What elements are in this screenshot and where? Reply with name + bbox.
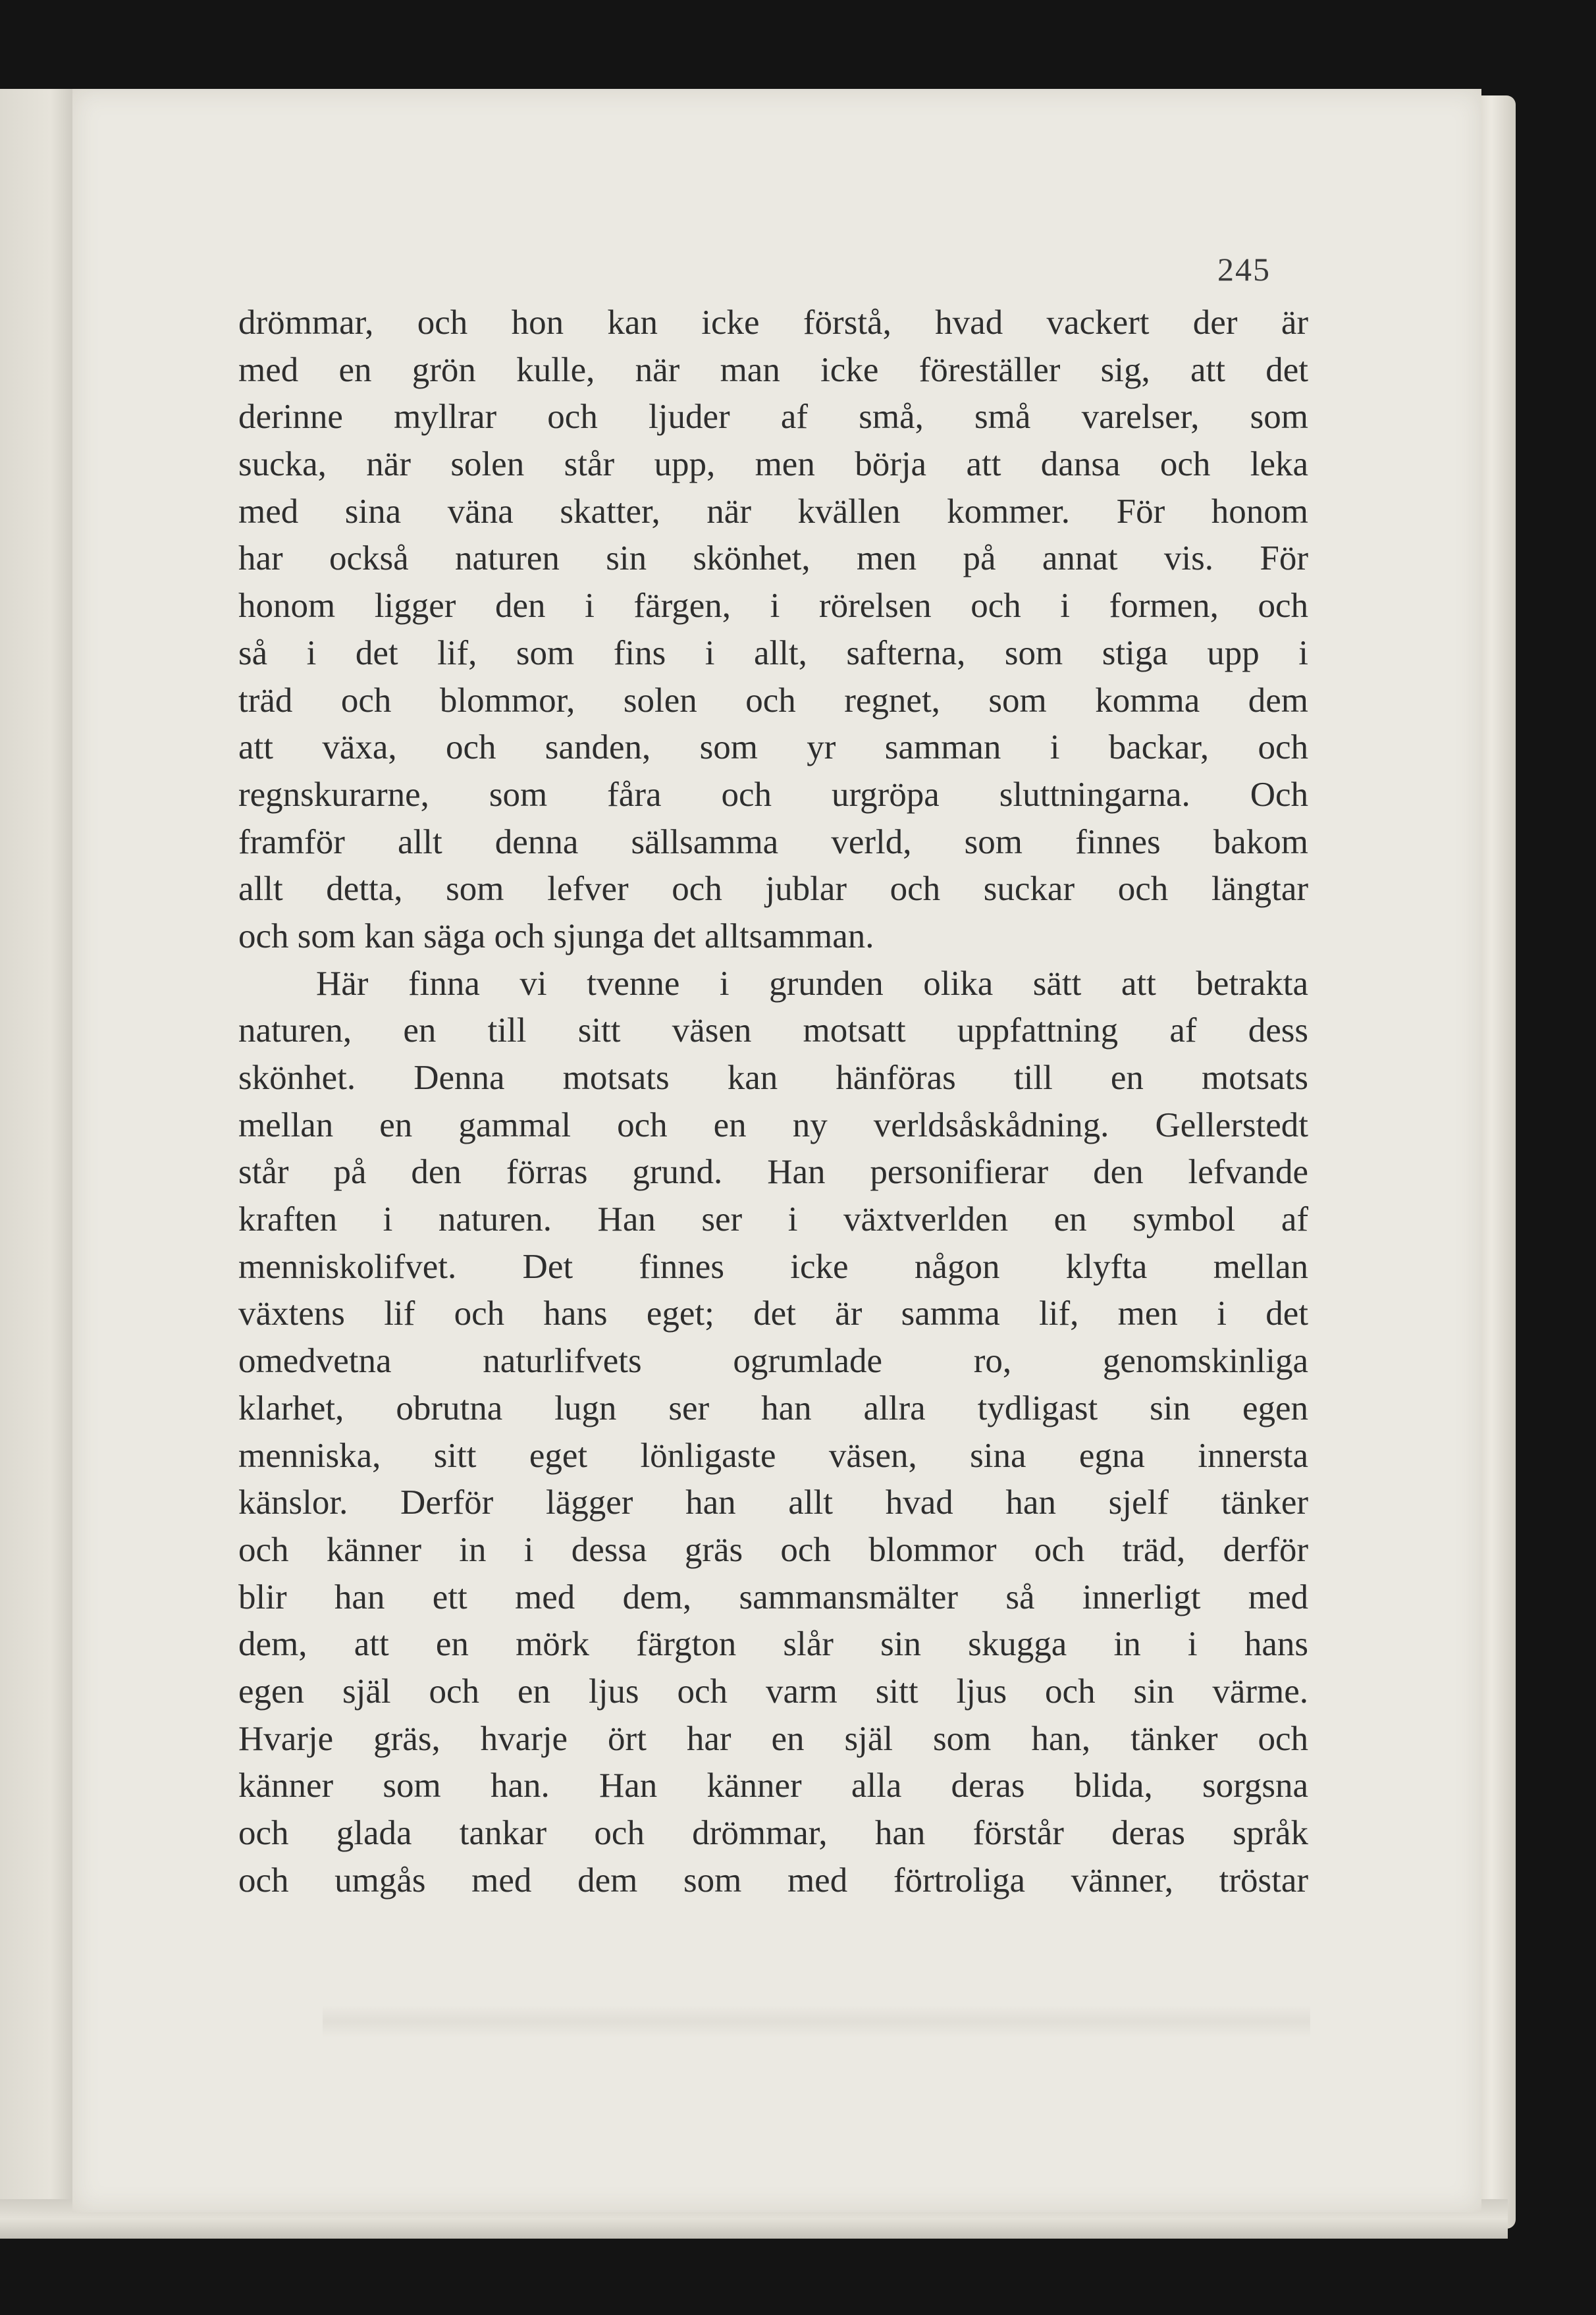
text-line: menniska, sitt eget lönligaste väsen, sina egna innersta (238, 1436, 1308, 1475)
text-line: känner som han. Han känner alla deras blida, sorgsna (238, 1767, 1308, 1805)
text-line: allt detta, som lefver och jublar och suckar och längtar (238, 870, 1308, 909)
text-line: träd och blommor, solen och regnet, som komma dem (238, 681, 1308, 720)
text-line: Hvarje gräs, hvarje ört har en själ som han, tänker och (238, 1719, 1308, 1758)
text-line: blir han ett med dem, sammansmälter så innerligt med (238, 1578, 1308, 1616)
text-line: naturen, en till sitt väsen motsatt uppfattning af dess (238, 1011, 1308, 1050)
text-line: med sina väna skatter, när kvällen kommer. För honom (238, 492, 1308, 531)
text-line: känslor. Derför lägger han allt hvad han sjelf tänker (238, 1483, 1308, 1522)
text-line: växtens lif och hans eget; det är samma lif, men i det (238, 1294, 1308, 1333)
text-line: så i det lif, som fins i allt, safterna, som stiga upp i (238, 633, 1308, 672)
text-line: att växa, och sanden, som yr samman i backar, och (238, 728, 1308, 767)
text-line: honom ligger den i färgen, i rörelsen och i formen, och (238, 587, 1308, 625)
text-line: drömmar, och hon kan icke förstå, hvad vackert der är (238, 304, 1308, 342)
text-line: står på den förras grund. Han personifierar den lefvande (238, 1153, 1308, 1192)
text-line: och umgås med dem som med förtroliga vänner, tröstar (238, 1861, 1308, 1900)
text-line: framför allt denna sällsamma verld, som finnes bakom (238, 822, 1308, 861)
text-line: omedvetna naturlifvets ogrumlade ro, genomskinliga (238, 1342, 1308, 1381)
text-line: derinne myllrar och ljuder af små, små varelser, som (238, 398, 1308, 437)
text-line: med en grön kulle, när man icke föreställer sig, att det (238, 350, 1308, 389)
text-line: skönhet. Denna motsats kan hänföras till en motsats (238, 1059, 1308, 1097)
text-line: regnskurarne, som fåra och urgröpa sluttningarna. Och (238, 775, 1308, 814)
text-line: mellan en gammal och en ny verldsåskådning. Gellerstedt (238, 1105, 1308, 1144)
text-line: sucka, när solen står upp, men börja att dansa och leka (238, 445, 1308, 484)
book-page (72, 89, 1481, 2212)
text-line: och känner in i dessa gräs och blommor och träd, derför (238, 1530, 1308, 1569)
text-line: och glada tankar och drömmar, han förstår deras språk (238, 1814, 1308, 1852)
text-line: egen själ och en ljus och varm sitt ljus och sin värme. (238, 1672, 1308, 1711)
paragraph-start-line: Här finna vi tvenne i grunden olika sätt att betrakta (316, 964, 1308, 1003)
text-line: kraften i naturen. Han ser i växtverlden en symbol af (238, 1200, 1308, 1239)
previous-page-edge (0, 89, 74, 2229)
text-line: har också naturen sin skönhet, men på annat vis. För (238, 539, 1308, 578)
text-line: dem, att en mörk färgton slår sin skugga in i hans (238, 1625, 1308, 1664)
page-number: 245 (1217, 251, 1271, 288)
paragraph-end-line: och som kan säga och sjunga det alltsamman. (238, 917, 874, 955)
text-line: menniskolifvet. Det finnes icke någon klyfta mellan (238, 1247, 1308, 1286)
bleed-through-shadow (323, 2005, 1310, 2038)
body-text (238, 300, 1308, 1904)
text-line: klarhet, obrutna lugn ser han allra tydligast sin egen (238, 1389, 1308, 1427)
